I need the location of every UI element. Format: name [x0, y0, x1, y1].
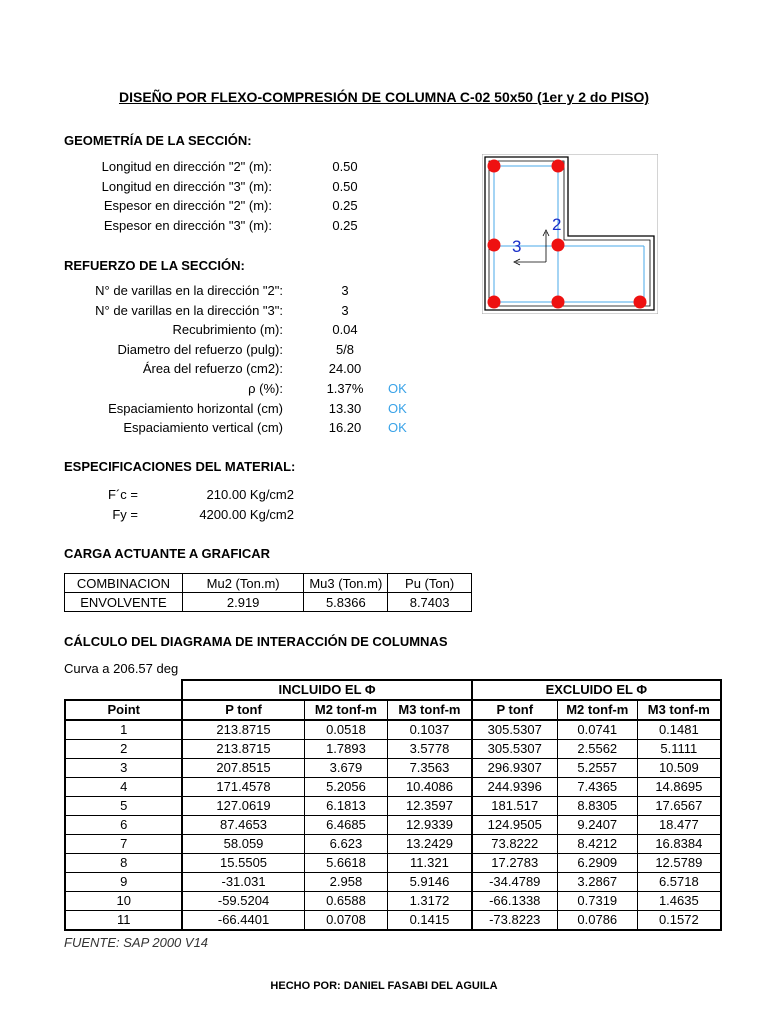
table-row — [65, 778, 721, 797]
axis-3-label: 3 — [512, 237, 522, 256]
table-cell: 2.958 — [304, 873, 388, 892]
table-cell: 1.3172 — [388, 892, 472, 911]
table-cell: 0.7319 — [557, 892, 637, 911]
table-cell: 305.5307 — [472, 740, 558, 759]
table-cell: 127.0619 — [182, 797, 304, 816]
load-heading: CARGA ACTUANTE A GRAFICAR — [64, 546, 271, 561]
table-cell: 13.2429 — [388, 835, 472, 854]
table-cell: 2.5562 — [557, 740, 637, 759]
load-cell: 5.8366 — [304, 593, 388, 612]
material-label: F´c = — [108, 487, 138, 502]
table-cell: 5 — [65, 797, 182, 816]
reinforcement-heading: REFUERZO DE LA SECCIÓN: — [64, 258, 245, 273]
table-cell: 7 — [65, 835, 182, 854]
reinforcement-label: Diametro del refuerzo (pulg): — [117, 341, 283, 357]
column-header-cell: M3 tonf-m — [637, 700, 721, 720]
table-cell: 6.1813 — [304, 797, 388, 816]
reinforcement-label: Espaciamiento horizontal (cm) — [108, 400, 283, 416]
table-cell: 7.3563 — [388, 759, 472, 778]
source-note: FUENTE: SAP 2000 V14 — [64, 935, 209, 950]
table-cell: 11 — [65, 911, 182, 931]
reinforcement-row — [0, 301, 440, 321]
table-cell: 3.679 — [304, 759, 388, 778]
table-cell: -59.5204 — [182, 892, 304, 911]
reinforcement-value: 13.30 — [328, 400, 362, 416]
interaction-table-body — [65, 720, 721, 930]
rebar-dot — [488, 239, 501, 252]
geometry-label: Espesor en dirección "3" (m): — [103, 217, 272, 233]
interaction-table — [64, 679, 722, 931]
table-row — [65, 816, 721, 835]
table-cell: -34.4789 — [472, 873, 558, 892]
table-cell: 0.1572 — [637, 911, 721, 931]
table-cell: 58.059 — [182, 835, 304, 854]
table-cell: -73.8223 — [472, 911, 558, 931]
table-cell: 7.4365 — [557, 778, 637, 797]
material-row — [0, 485, 320, 505]
reinforcement-row — [0, 418, 440, 438]
table-cell: 6.2909 — [557, 854, 637, 873]
table-cell: 6.5718 — [637, 873, 721, 892]
diagram-frame — [482, 154, 658, 314]
table-cell: 213.8715 — [182, 740, 304, 759]
table-cell: -31.031 — [182, 873, 304, 892]
author-footer: HECHO POR: DANIEL FASABI DEL AGUILA — [270, 980, 498, 992]
reinforcement-row — [0, 359, 440, 379]
table-cell: 5.1111 — [637, 740, 721, 759]
material-heading: ESPECIFICACIONES DEL MATERIAL: — [64, 459, 296, 474]
table-cell: 3.5778 — [388, 740, 472, 759]
table-cell: 0.1481 — [637, 720, 721, 740]
table-cell: 12.3597 — [388, 797, 472, 816]
group-header-row — [65, 680, 721, 700]
table-cell: 171.4578 — [182, 778, 304, 797]
table-cell: 6.4685 — [304, 816, 388, 835]
column-header-row — [65, 700, 721, 720]
reinforcement-value: 3 — [341, 283, 349, 298]
column-header-cell: M2 tonf-m — [304, 700, 388, 720]
rebar-dot — [552, 160, 565, 173]
curve-label: Curva a 206.57 deg — [64, 661, 179, 676]
geometry-value: 0.50 — [332, 178, 358, 194]
table-cell: 0.1037 — [388, 720, 472, 740]
table-row — [65, 873, 721, 892]
reinforcement-value: 24.00 — [328, 361, 362, 377]
rebar-dot — [488, 160, 501, 173]
table-cell: 12.5789 — [637, 854, 721, 873]
table-cell: 5.9146 — [388, 873, 472, 892]
column-header-cell: M2 tonf-m — [557, 700, 637, 720]
material-row — [0, 505, 320, 525]
axis-2-label: 2 — [552, 215, 562, 234]
load-table-header — [65, 574, 472, 593]
table-cell: 0.0518 — [304, 720, 388, 740]
load-header-cell: Mu2 (Ton.m) — [182, 574, 304, 593]
table-cell: 9 — [65, 873, 182, 892]
table-cell: 87.4653 — [182, 816, 304, 835]
table-cell: 207.8515 — [182, 759, 304, 778]
reinforcement-label: Recubrimiento (m): — [172, 322, 283, 338]
document-title: DISEÑO POR FLEXO-COMPRESIÓN DE COLUMNA C-02 50x50 (1er y 2 do PISO) — [118, 89, 650, 105]
table-cell: 3.2867 — [557, 873, 637, 892]
table-cell: 73.8222 — [472, 835, 558, 854]
load-header-cell: Mu3 (Ton.m) — [304, 574, 388, 593]
table-cell: 5.2056 — [304, 778, 388, 797]
rebar-dot — [488, 296, 501, 309]
column-header-cell: P tonf — [182, 700, 304, 720]
load-header-cell: COMBINACION — [65, 574, 183, 593]
status-ok-label: OK — [388, 400, 407, 416]
reinforcement-row — [0, 281, 440, 301]
table-cell: 18.477 — [637, 816, 721, 835]
blank-cell — [65, 680, 182, 700]
geometry-row — [0, 177, 400, 197]
table-cell: 6 — [65, 816, 182, 835]
reinforcement-value: 16.20 — [328, 420, 362, 436]
reinforcement-value: 0.04 — [332, 322, 358, 338]
geometry-row — [0, 157, 400, 177]
table-cell: 0.6588 — [304, 892, 388, 911]
geometry-label: Longitud en dirección "2" (m): — [101, 159, 272, 174]
table-cell: 8.4212 — [557, 835, 637, 854]
load-header-cell: Pu (Ton) — [388, 574, 472, 593]
material-value: 4200.00 Kg/cm2 — [199, 507, 294, 522]
geometry-label: Espesor en dirección "2" (m): — [103, 198, 272, 214]
table-cell: 2 — [65, 740, 182, 759]
table-cell: 0.0741 — [557, 720, 637, 740]
status-ok-label: OK — [388, 381, 407, 396]
column-header-cell: P tonf — [472, 700, 558, 720]
table-cell: 5.6618 — [304, 854, 388, 873]
group-header-included: INCLUIDO EL Φ — [182, 680, 471, 700]
reinforcement-row — [0, 320, 440, 340]
rebar-dot — [552, 296, 565, 309]
geometry-value: 0.25 — [332, 217, 358, 233]
table-cell: 8 — [65, 854, 182, 873]
material-label: Fy = — [112, 507, 138, 522]
table-cell: 10.4086 — [388, 778, 472, 797]
table-cell: 1 — [65, 720, 182, 740]
rebar-dot — [634, 296, 647, 309]
reinforcement-row — [0, 399, 440, 419]
table-cell: 10.509 — [637, 759, 721, 778]
table-cell: 5.2557 — [557, 759, 637, 778]
table-cell: 11.321 — [388, 854, 472, 873]
table-cell: 12.9339 — [388, 816, 472, 835]
load-table — [64, 573, 472, 612]
table-cell: 10 — [65, 892, 182, 911]
table-row — [65, 740, 721, 759]
table-cell: 6.623 — [304, 835, 388, 854]
table-row — [65, 720, 721, 740]
table-row — [65, 911, 721, 931]
geometry-row — [0, 196, 400, 216]
group-header-excluded: EXCLUIDO EL Φ — [472, 680, 721, 700]
reinforcement-label: Espaciamiento vertical (cm) — [123, 420, 283, 436]
reinforcement-value: 5/8 — [335, 341, 355, 357]
table-cell: 16.8384 — [637, 835, 721, 854]
table-cell: 213.8715 — [182, 720, 304, 740]
reinforcement-label: N° de varillas en la dirección "2": — [95, 283, 283, 298]
table-cell: 0.0708 — [304, 911, 388, 931]
table-cell: 17.6567 — [637, 797, 721, 816]
table-row — [65, 892, 721, 911]
table-cell: 9.2407 — [557, 816, 637, 835]
reinforcement-row — [0, 340, 440, 360]
table-cell: 15.5505 — [182, 854, 304, 873]
load-cell: 8.7403 — [388, 593, 472, 612]
table-row — [65, 759, 721, 778]
table-cell: 124.9505 — [472, 816, 558, 835]
table-cell: 14.8695 — [637, 778, 721, 797]
table-cell: 1.4635 — [637, 892, 721, 911]
status-ok-label: OK — [388, 420, 407, 436]
table-cell: -66.4401 — [182, 911, 304, 931]
geometry-label: Longitud en dirección "3" (m): — [101, 178, 272, 194]
column-section-diagram — [482, 154, 658, 314]
table-row — [65, 854, 721, 873]
reinforcement-label: N° de varillas en la dirección "3": — [95, 302, 283, 318]
table-cell: 296.9307 — [472, 759, 558, 778]
table-cell: 305.5307 — [472, 720, 558, 740]
table-cell: 17.2783 — [472, 854, 558, 873]
table-cell: 244.9396 — [472, 778, 558, 797]
table-cell: 0.1415 — [388, 911, 472, 931]
table-cell: 3 — [65, 759, 182, 778]
reinforcement-label: Área del refuerzo (cm2): — [142, 361, 283, 377]
table-row — [65, 835, 721, 854]
table-cell: 1.7893 — [304, 740, 388, 759]
load-cell: 2.919 — [182, 593, 304, 612]
reinforcement-label: ρ (%): — [248, 381, 283, 396]
column-header-cell: Point — [65, 700, 182, 720]
interaction-heading: CÁLCULO DEL DIAGRAMA DE INTERACCIÓN DE COLUMNAS — [64, 634, 448, 649]
reinforcement-value: 1.37% — [326, 381, 364, 396]
geometry-heading: GEOMETRÍA DE LA SECCIÓN: — [64, 133, 252, 148]
rebar-dot — [552, 239, 565, 252]
table-cell: 4 — [65, 778, 182, 797]
reinforcement-value: 3 — [341, 302, 349, 318]
reinforcement-row — [0, 379, 440, 399]
geometry-value: 0.50 — [332, 159, 358, 174]
table-cell: 8.8305 — [557, 797, 637, 816]
geometry-row — [0, 216, 400, 236]
load-table-row — [65, 593, 472, 612]
table-cell: 0.0786 — [557, 911, 637, 931]
table-cell: 181.517 — [472, 797, 558, 816]
table-cell: -66.1338 — [472, 892, 558, 911]
column-header-cell: M3 tonf-m — [388, 700, 472, 720]
geometry-value: 0.25 — [332, 198, 358, 214]
table-row — [65, 797, 721, 816]
material-value: 210.00 Kg/cm2 — [206, 487, 294, 502]
load-cell: ENVOLVENTE — [65, 593, 183, 612]
